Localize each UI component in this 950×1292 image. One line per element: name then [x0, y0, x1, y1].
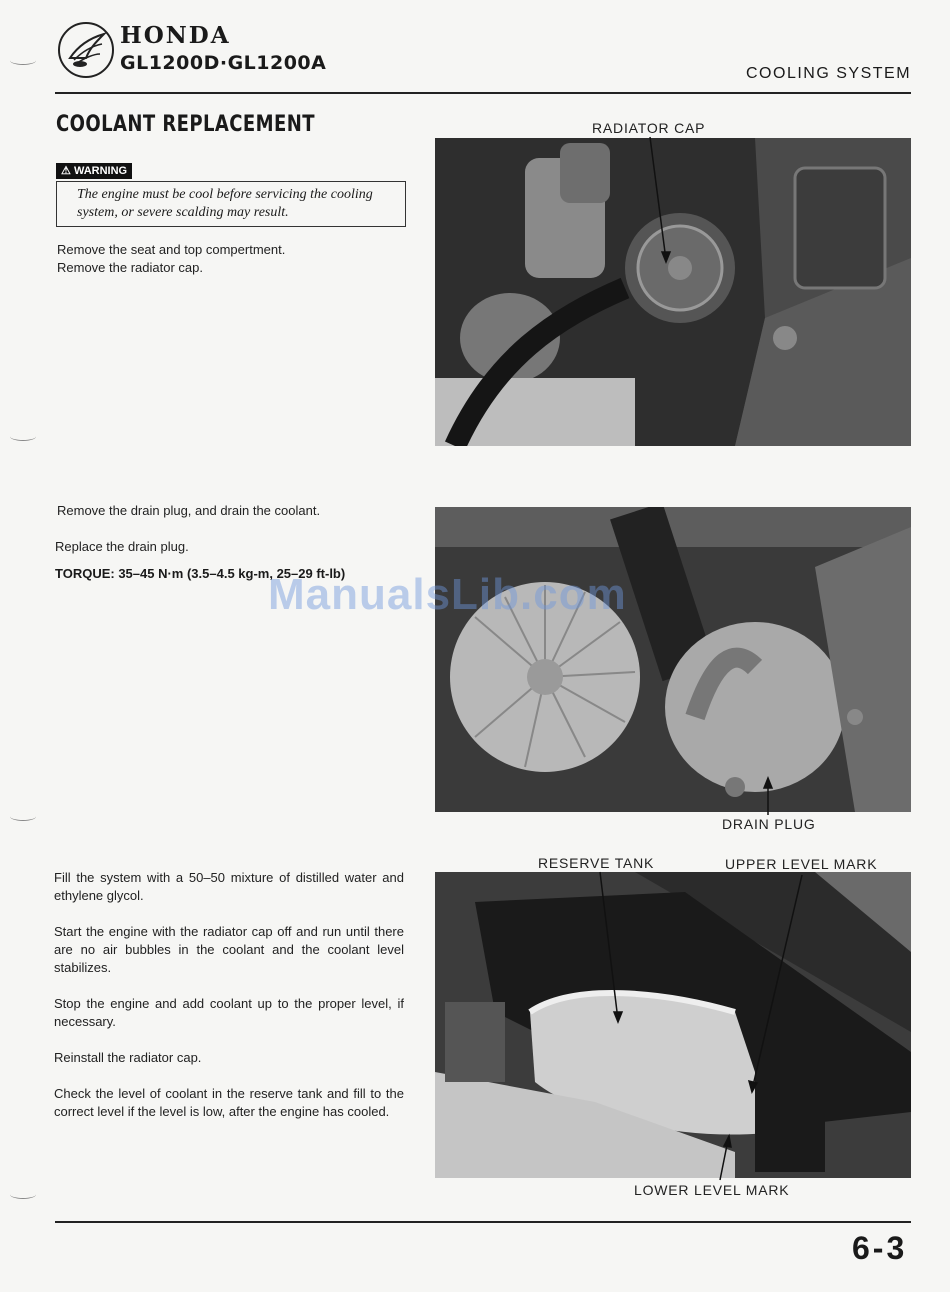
header-rule	[55, 92, 911, 94]
photo-drain-plug	[435, 507, 911, 812]
warning-box: The engine must be cool before servicing the cooling system, or severe scalding may result.	[56, 181, 406, 227]
binder-mark	[10, 1190, 36, 1199]
caption-upper-level-mark: UPPER LEVEL MARK	[725, 856, 878, 872]
warning-icon: ⚠	[61, 165, 71, 177]
step-reinstall-cap: Reinstall the radiator cap.	[54, 1050, 202, 1065]
step-check-level: Check the level of coolant in the reserve tank and fill to the correct level if the level is low, after the engine has cooled.	[54, 1086, 404, 1119]
wing-icon	[60, 24, 112, 76]
binder-mark	[10, 56, 36, 65]
step-group-1	[57, 241, 397, 277]
torque-spec: TORQUE: 35–45 N·m (3.5–4.5 kg-m, 25–29 ft-lb)	[55, 566, 346, 581]
page-number: 6-3	[852, 1230, 908, 1266]
photo-radiator-cap	[435, 138, 911, 446]
step-group-3	[54, 869, 404, 1139]
footer-rule	[55, 1221, 911, 1223]
watermark: ManualsLib.com	[268, 570, 627, 619]
step-start-engine: Start the engine with the radiator cap off and run until there are no air bubbles in the coolant and the coolant level stabilizes.	[54, 924, 404, 975]
step-remove-drain: Remove the drain plug, and drain the coolant.	[57, 503, 321, 518]
step-remove-seat: Remove the seat and top compertment.	[57, 242, 286, 257]
caption-lower-level-mark: LOWER LEVEL MARK	[634, 1182, 790, 1198]
binder-mark	[10, 432, 36, 441]
section-title: COOLING SYSTEM	[746, 65, 912, 82]
model-name: GL1200D·GL1200A	[120, 52, 327, 74]
photo-reserve-tank	[435, 872, 911, 1178]
page-title: COOLANT REPLACEMENT	[56, 112, 315, 137]
step-stop-engine: Stop the engine and add coolant up to the proper level, if necessary.	[54, 996, 404, 1029]
honda-wing-logo	[58, 22, 114, 78]
warning-badge	[56, 163, 132, 179]
step-fill: Fill the system with a 50–50 mixture of distilled water and ethylene glycol.	[54, 870, 404, 903]
caption-drain-plug: DRAIN PLUG	[722, 816, 816, 832]
step-replace-drain: Replace the drain plug.	[55, 539, 189, 554]
binder-mark	[10, 812, 36, 821]
caption-reserve-tank: RESERVE TANK	[538, 855, 655, 871]
step-remove-cap: Remove the radiator cap.	[57, 260, 203, 275]
warning-label: WARNING	[73, 165, 128, 177]
caption-radiator-cap: RADIATOR CAP	[592, 120, 706, 136]
brand-name: HONDA	[120, 22, 231, 49]
